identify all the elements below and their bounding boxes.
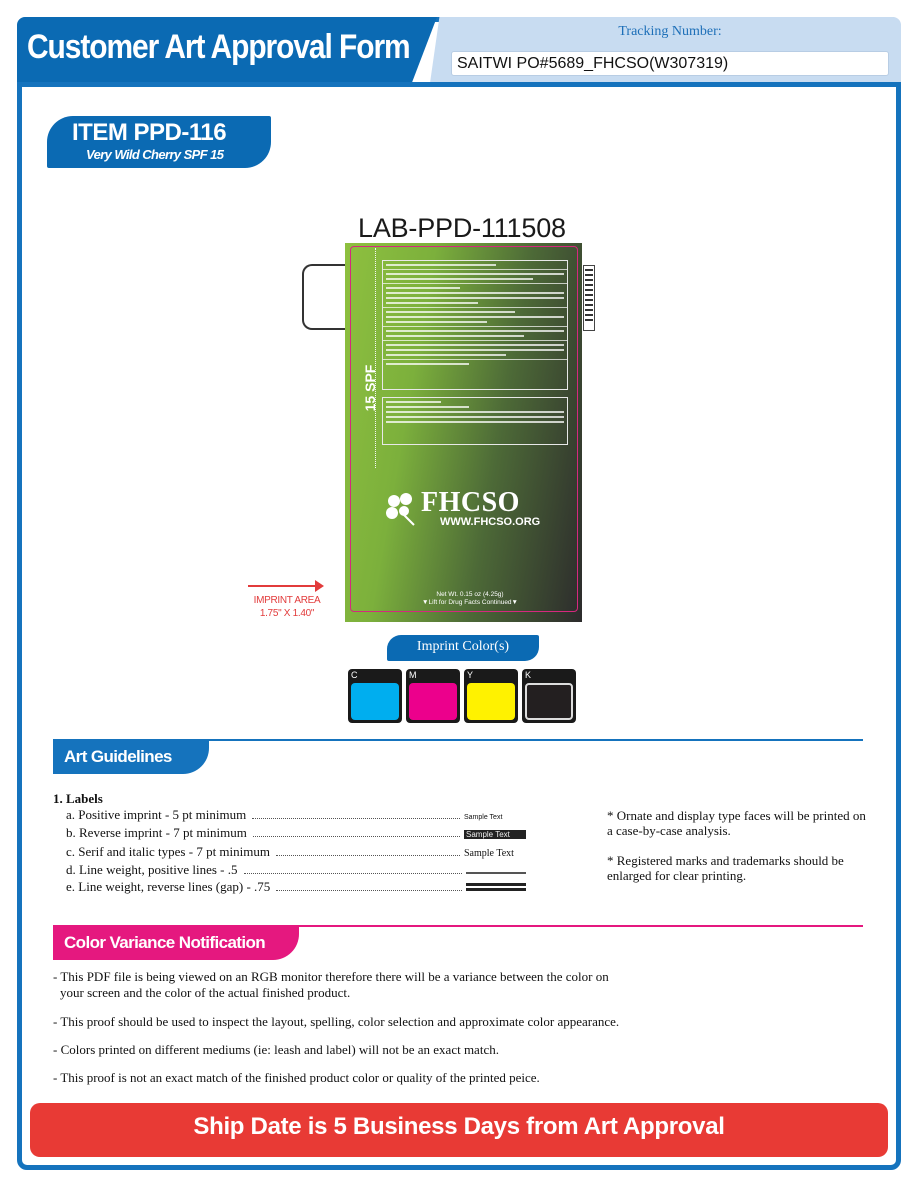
brand-url: WWW.FHCSO.ORG [440,516,541,528]
swatch-channel: M [409,670,417,680]
tracking-number-field[interactable]: SAITWI PO#5689_FHCSO(W307319) [451,51,889,76]
swatch-fill [409,683,457,720]
leader-dots [244,873,462,874]
flower-logo-icon [384,491,420,527]
net-weight: Net Wt. 0.15 oz (4.25g) [436,591,504,598]
art-guidelines-title: Art Guidelines [64,747,172,766]
swatch-fill [525,683,573,720]
guideline-row [66,862,526,878]
variance-line: - This PDF file is being viewed on an RGB monitor therefore there will be a variance between the color on [53,969,609,984]
guideline-row [66,844,526,860]
guideline-text: c. Serif and italic types - 7 pt minimum [66,844,270,859]
leader-dots [276,890,462,891]
spf-vertical-text: 15 SPF [362,364,378,412]
label-tab-outline [302,264,347,330]
variance-line: - This proof should be used to inspect the layout, spelling, color selection and approximate color appearance. [53,1014,620,1029]
ship-date-text: Ship Date is 5 Business Days from Art Approval [193,1113,725,1140]
drug-facts-continued-box [382,260,568,390]
imprint-area-arrow-icon [248,585,320,587]
sample-text-serif: Sample Text [464,848,514,859]
swatch-channel: C [351,670,358,680]
color-variance-title: Color Variance Notification [64,933,266,952]
net-weight-text [395,591,545,607]
swatch-cyan [348,669,402,723]
item-title: ITEM PPD-116 [72,119,227,146]
guideline-text: a. Positive imprint - 5 pt minimum [66,807,247,822]
swatch-fill [467,683,515,720]
swatch-fill [351,683,399,720]
variance-line: - This proof is not an exact match of the finished product color or quality of the printed peice. [53,1070,540,1085]
label-side-strip [583,265,595,331]
artwork-code: LAB-PPD-111508 [358,213,566,243]
imprint-area-dimensions: 1.75" X 1.40" [259,608,315,619]
note-registered-marks: * Registered marks and trademarks should be enlarged for clear printing. [607,853,844,883]
lift-note: ▼Lift for Drug Facts Continued▼ [422,599,518,606]
guideline-text: b. Reverse imprint - 7 pt minimum [66,825,247,840]
imprint-colors-label: Imprint Color(s) [416,639,510,654]
form-title: Customer Art Approval Form [27,28,410,66]
tracking-label: Tracking Number: [618,24,722,39]
swatch-black [522,669,576,723]
brand-name: FHCSO [421,487,520,518]
sample-line-positive [466,872,526,874]
sample-text-reverse: Sample Text [464,830,526,839]
guideline-row [66,807,526,823]
note-ornate-type: * Ornate and display type faces will be printed on a case-by-case analysis. [607,808,866,838]
sample-line-reverse [466,883,526,891]
leader-dots [276,855,460,856]
guideline-text: d. Line weight, positive lines - .5 [66,862,238,877]
imprint-area-label [242,594,332,620]
item-subtitle: Very Wild Cherry SPF 15 [86,147,224,162]
swatch-magenta [406,669,460,723]
swatch-channel: Y [467,670,474,680]
guideline-text: e. Line weight, reverse lines (gap) - .75 [66,879,271,894]
leader-dots [253,836,460,837]
imprint-area-title: IMPRINT AREA [253,595,321,606]
variance-line: - Colors printed on different mediums (ie: leash and label) will not be an exact match. [53,1042,499,1057]
drug-facts-box [382,397,568,445]
sample-text-positive: Sample Text [464,814,503,821]
variance-line: your screen and the color of the actual finished product. [60,985,351,1000]
labels-heading: 1. Labels [53,791,103,806]
swatch-channel: K [525,670,532,680]
leader-dots [252,818,460,819]
swatch-yellow [464,669,518,723]
header-divider [17,82,901,87]
guideline-row [66,879,526,895]
guideline-row [66,825,526,841]
